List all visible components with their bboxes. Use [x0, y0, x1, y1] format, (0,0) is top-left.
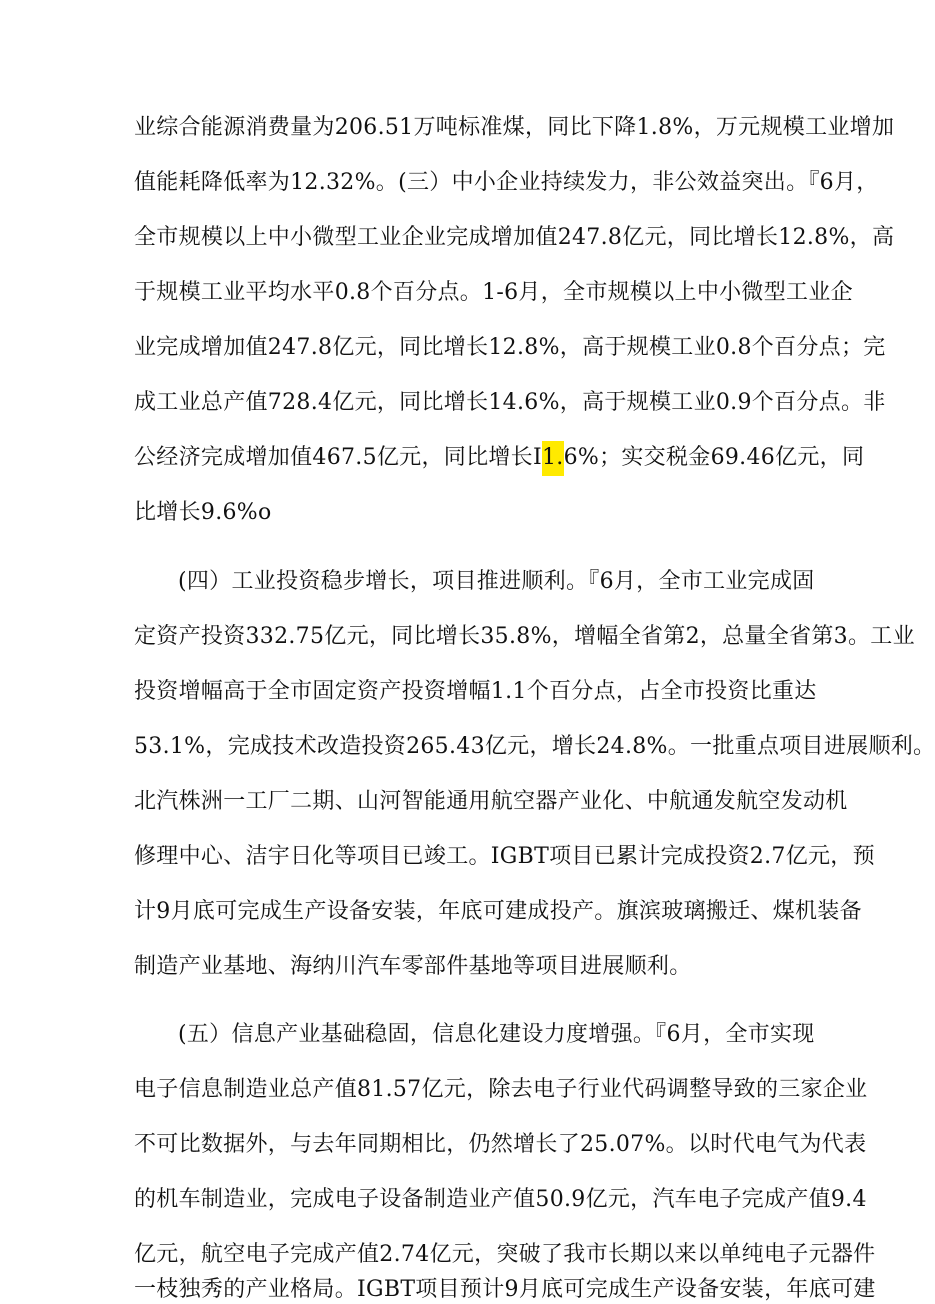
text-line: 值能耗降低率为12.32%。(三）中小企业持续发力，非公效益突出。『6月，: [134, 170, 879, 195]
text-segment: 公经济完成增加值467.5亿元，同比增长I: [134, 445, 542, 470]
text-line: 定资产投资332.75亿元，同比增长35.8%，增幅全省第2，总量全省第3。工业: [134, 624, 915, 649]
text-line: 成工业总产值728.4亿元，同比增长14.6%，高于规模工业0.9个百分点。非: [134, 390, 886, 415]
text-line: 投资增幅高于全市固定资产投资增幅1.1个百分点，占全市投资比重达: [134, 679, 817, 704]
text-line: 北汽株洲一工厂二期、山河智能通用航空器产业化、中航通发航空发动机: [134, 789, 848, 814]
text-line: 53.1%，完成技术改造投资265.43亿元，增长24.8%。一批重点项目进展顺利。: [134, 734, 935, 759]
paragraph-heading-5: (五）信息产业基础稳固，信息化建设力度增强。『6月，全市实现: [178, 1022, 815, 1047]
text-line-highlighted: [134, 444, 865, 472]
highlight-mark: 1.: [542, 441, 564, 476]
text-line: 不可比数据外，与去年同期相比，仍然增长了25.07%。以时代电气为代表: [134, 1132, 867, 1157]
text-line: 业完成增加值247.8亿元，同比增长12.8%，高于规模工业0.8个百分点；完: [134, 335, 886, 360]
text-line: 于规模工业平均水平0.8个百分点。1-6月，全市规模以上中小微型工业企: [134, 280, 853, 305]
text-line: 修理中心、洁宇日化等项目已竣工。IGBT项目已累计完成投资2.7亿元，预: [134, 844, 875, 869]
text-line: 计9月底可完成生产设备安装，年底可建成投产。旗滨玻璃搬迁、煤机装备: [134, 899, 862, 924]
text-line: 业综合能源消费量为206.51万吨标准煤，同比下降1.8%，万元规模工业增加: [134, 115, 895, 140]
text-line: 电子信息制造业总产值81.57亿元，除去电子行业代码调整导致的三家企业: [134, 1077, 868, 1102]
text-line: 亿元，航空电子完成产值2.74亿元，突破了我市长期以来以单纯电子元器件: [134, 1242, 876, 1267]
text-line: 全市规模以上中小微型工业企业完成增加值247.8亿元，同比增长12.8%，高: [134, 225, 895, 250]
text-line: 制造产业基地、海纳川汽车零部件基地等项目进展顺利。: [134, 954, 692, 979]
paragraph-heading-4: (四）工业投资稳步增长，项目推进顺利。『6月，全市工业完成固: [178, 569, 815, 594]
text-segment: 6%；实交税金69.46亿元，同: [563, 445, 865, 470]
text-line: 比增长9.6%o: [134, 500, 272, 525]
text-line: 的机车制造业，完成电子设备制造业产值50.9亿元，汽车电子完成产值9.4: [134, 1187, 867, 1212]
text-line: 一枝独秀的产业格局。IGBT项目预计9月底可完成生产设备安装，年底可建: [134, 1277, 876, 1302]
